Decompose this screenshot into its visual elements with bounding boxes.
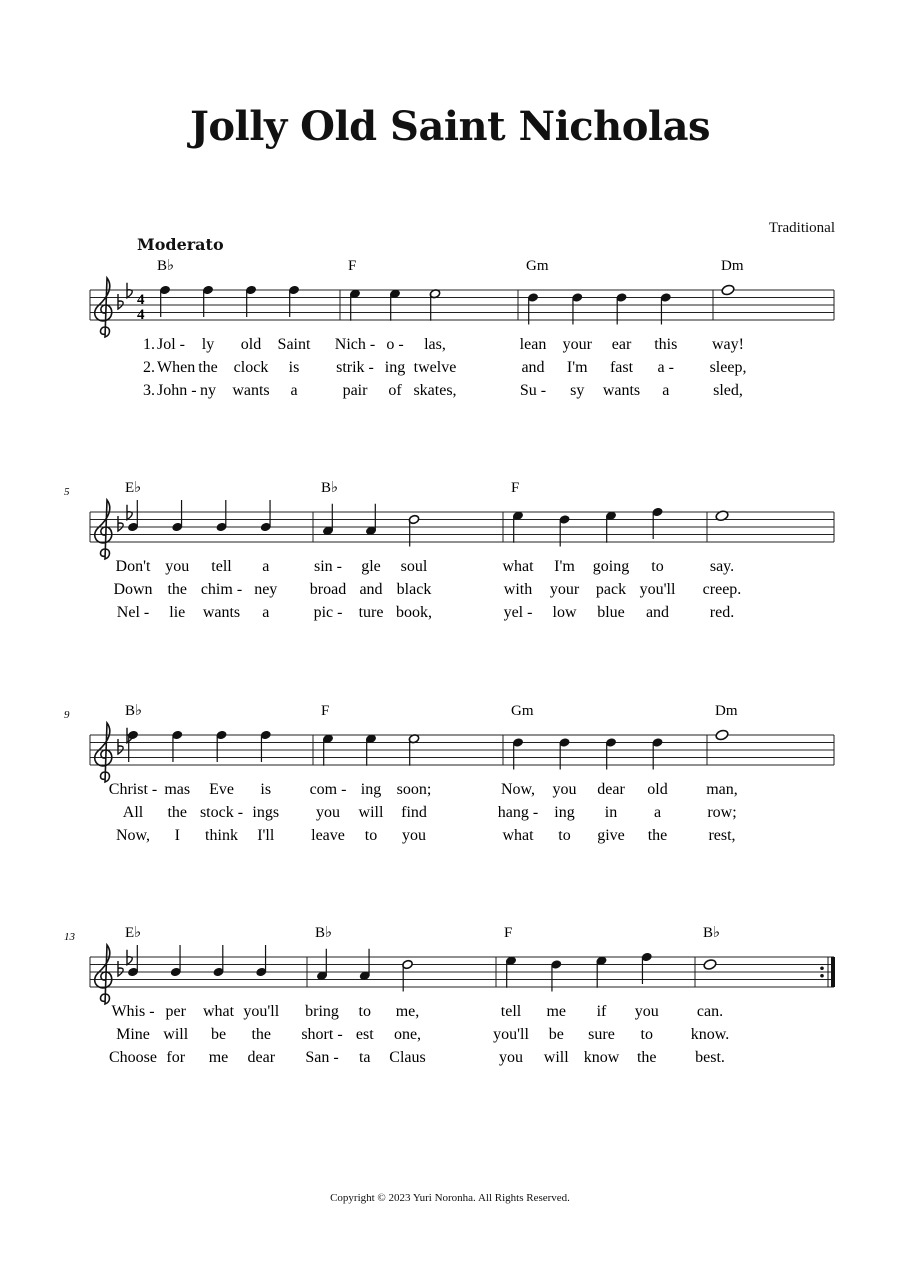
lyric-syllable: Down — [113, 581, 153, 598]
lyric-syllable: soul — [400, 558, 428, 575]
lyric-line — [109, 1049, 725, 1066]
lyric-syllable: lean — [519, 336, 547, 353]
song-title: Jolly Old Saint Nicholas — [189, 103, 711, 150]
note — [127, 500, 138, 532]
lyric-line — [116, 558, 735, 575]
lyric-syllable: Choose — [109, 1049, 157, 1066]
lyric-syllable: give — [597, 827, 625, 844]
chord-symbol: Dm — [721, 258, 744, 274]
copyright-notice: Copyright © 2023 Yuri Noronha. All Rights Reserved. — [330, 1192, 570, 1204]
lyric-syllable: ly — [201, 336, 215, 353]
lyric-syllable: las, — [424, 336, 446, 353]
lyric-syllable: old — [647, 781, 668, 798]
staff-system — [90, 258, 834, 399]
lyric-syllable: Claus — [389, 1049, 426, 1066]
treble-clef-icon — [95, 723, 112, 782]
lyric-syllable: you'll — [243, 1003, 280, 1020]
lyric-syllable: sleep, — [709, 359, 747, 376]
note — [721, 284, 735, 296]
lyric-syllable: you'll — [639, 581, 676, 598]
chord-symbol: F — [348, 258, 357, 274]
lyric-line — [143, 359, 746, 376]
lyric-line — [117, 604, 734, 621]
lyric-line — [113, 581, 741, 598]
lyric-syllable: black — [396, 581, 432, 598]
lyric-syllable: what — [502, 558, 534, 575]
lyric-syllable: old — [240, 336, 262, 353]
lyric-syllable: I — [174, 827, 180, 844]
lyric-syllable: San - — [305, 1049, 339, 1066]
lyric-syllable: you — [634, 1003, 659, 1020]
chord-symbol: F — [321, 703, 330, 719]
lyric-syllable: sled, — [713, 382, 743, 399]
chord-symbol: B♭ — [125, 703, 143, 719]
lyric-syllable: Jol - — [157, 336, 185, 353]
lyric-syllable: com - — [309, 781, 347, 798]
lyric-syllable: will — [543, 1049, 569, 1066]
note — [703, 959, 717, 971]
lyric-syllable: Mine — [116, 1026, 150, 1043]
lyric-syllable: for — [166, 1049, 186, 1066]
lyric-syllable: a — [262, 558, 270, 575]
lyric-line — [116, 1026, 729, 1043]
lyric-syllable: and — [359, 581, 383, 598]
lyric-syllable: sin - — [314, 558, 342, 575]
lyric-syllable: your — [562, 336, 592, 353]
lyric-syllable: I'm — [566, 359, 588, 376]
lyric-syllable: with — [503, 581, 533, 598]
lyric-syllable: Nel - — [116, 604, 150, 621]
lyric-syllable: fast — [609, 359, 634, 376]
flat-icon — [118, 516, 123, 531]
lyric-syllable: soon; — [396, 781, 432, 798]
lyric-syllable: me — [208, 1049, 229, 1066]
verse-number: 2. — [143, 359, 155, 376]
treble-clef-icon — [95, 945, 112, 1004]
lyric-syllable: wants — [602, 382, 641, 399]
lyric-syllable: me — [546, 1003, 567, 1020]
lyric-syllable: o - — [386, 336, 404, 353]
composer-credit: Traditional — [768, 220, 835, 236]
lyric-syllable: a — [290, 382, 298, 399]
flat-icon — [127, 950, 132, 965]
measure-number: 5 — [64, 486, 70, 498]
lyric-syllable: pack — [595, 581, 627, 598]
lyric-syllable: will — [358, 804, 384, 821]
lyric-syllable: best. — [695, 1049, 725, 1066]
lyric-syllable: the — [198, 359, 218, 376]
lyric-syllable: I'll — [257, 827, 275, 844]
lyric-syllable: one, — [393, 1026, 422, 1043]
lyric-syllable: row; — [707, 804, 737, 821]
note — [170, 945, 181, 977]
chord-symbol: B♭ — [157, 258, 175, 274]
lyric-syllable: rest, — [708, 827, 736, 844]
lyric-syllable: is — [260, 781, 272, 798]
lyric-syllable: creep. — [702, 581, 742, 598]
lyric-syllable: a - — [657, 359, 674, 376]
chord-symbol: Gm — [526, 258, 549, 274]
lyric-syllable: man, — [706, 781, 738, 798]
lyric-syllable: twelve — [413, 359, 457, 376]
lyric-syllable: know. — [690, 1026, 730, 1043]
lyric-syllable: to — [651, 558, 664, 575]
lyric-syllable: tell — [211, 558, 232, 575]
lyric-syllable: est — [355, 1026, 374, 1043]
lyric-syllable: wants — [202, 604, 241, 621]
lyric-syllable: mas — [164, 781, 191, 798]
chord-symbol: B♭ — [315, 925, 333, 941]
lyric-syllable: yel - — [503, 604, 533, 621]
chord-symbol: Dm — [715, 703, 738, 719]
lyric-syllable: Whis - — [111, 1003, 155, 1020]
chord-symbol: Gm — [511, 703, 534, 719]
lyric-syllable: ney — [254, 581, 278, 598]
lyric-syllable: in — [604, 804, 618, 821]
lyric-syllable: way! — [712, 336, 744, 353]
note — [127, 945, 138, 977]
lyric-syllable: you'll — [493, 1026, 529, 1043]
note — [260, 500, 271, 532]
lyric-syllable: ear — [611, 336, 632, 353]
lyric-syllable: stock - — [199, 804, 244, 821]
svg-text:4: 4 — [137, 307, 145, 323]
lyric-syllable: per — [165, 1003, 186, 1020]
lyric-line — [143, 382, 743, 399]
lyric-line — [109, 781, 738, 798]
lyric-syllable: tell — [500, 1003, 522, 1020]
lyric-syllable: John - — [157, 382, 197, 399]
lyric-syllable: what — [502, 827, 534, 844]
chord-symbol: F — [504, 925, 513, 941]
lyric-syllable: know — [583, 1049, 620, 1066]
flat-icon — [118, 961, 123, 976]
lyric-syllable: to — [358, 1003, 371, 1020]
lyric-syllable: Nich - — [334, 336, 376, 353]
lyric-syllable: to — [364, 827, 378, 844]
lyric-syllable: hang - — [497, 804, 539, 821]
lyric-syllable: you — [402, 827, 426, 844]
lyric-syllable: ta — [358, 1049, 371, 1066]
lyric-syllable: Saint — [277, 336, 311, 353]
staff-system — [64, 925, 835, 1066]
chord-symbol: E♭ — [125, 480, 142, 496]
lyric-syllable: your — [549, 581, 580, 598]
lyric-syllable: ing — [360, 781, 382, 798]
measure-number: 9 — [64, 709, 70, 721]
lyric-syllable: is — [288, 359, 300, 376]
lyric-syllable: ing — [384, 359, 406, 376]
lyric-syllable: sure — [588, 1026, 615, 1043]
lyric-syllable: to — [558, 827, 571, 844]
lyric-syllable: clock — [233, 359, 269, 376]
verse-number: 1. — [143, 336, 155, 353]
lyric-syllable: to — [640, 1026, 653, 1043]
lyric-syllable: ing — [554, 804, 575, 821]
lyric-syllable: and — [645, 604, 670, 621]
note — [172, 500, 183, 532]
lyric-syllable: you — [316, 804, 340, 821]
lyric-syllable: I'm — [554, 558, 575, 575]
lyric-syllable: strik - — [336, 359, 374, 376]
lyric-syllable: think — [205, 827, 238, 844]
lyric-line — [123, 804, 737, 821]
chord-symbol: B♭ — [321, 480, 339, 496]
tempo-marking: Moderato — [137, 235, 224, 254]
lyric-syllable: this — [654, 336, 678, 353]
lyric-syllable: dear — [597, 781, 625, 798]
lyric-syllable: gle — [361, 558, 381, 575]
lyric-line — [143, 336, 744, 353]
flat-icon — [118, 294, 123, 309]
lyric-syllable: will — [163, 1026, 189, 1043]
flat-icon — [127, 283, 132, 298]
staff-system — [64, 480, 834, 621]
treble-clef-icon — [95, 278, 112, 337]
note — [715, 729, 729, 741]
lyric-syllable: leave — [311, 827, 345, 844]
lyric-syllable: chim - — [200, 581, 243, 598]
lyric-syllable: pair — [342, 382, 368, 399]
lyric-syllable: a — [662, 382, 670, 399]
lyric-syllable: Eve — [209, 781, 234, 798]
lyric-syllable: Su - — [519, 382, 547, 399]
lyric-syllable: When — [157, 359, 196, 376]
lyric-syllable: wants — [232, 382, 270, 399]
lyric-syllable: the — [167, 581, 188, 598]
lyric-syllable: dear — [247, 1049, 276, 1066]
lyric-syllable: the — [636, 1049, 657, 1066]
lyric-syllable: All — [122, 804, 144, 821]
lyric-syllable: be — [548, 1026, 564, 1043]
chord-symbol: B♭ — [703, 925, 721, 941]
lyric-syllable: you — [165, 558, 190, 575]
treble-clef-icon — [95, 500, 112, 559]
lyric-syllable: find — [401, 804, 427, 821]
lyric-syllable: say. — [709, 558, 735, 575]
lyric-syllable: going — [592, 558, 630, 575]
lyric-syllable: Christ - — [108, 781, 158, 798]
lyric-syllable: Don't — [115, 558, 151, 575]
lyric-syllable: be — [210, 1026, 227, 1043]
chord-symbol: E♭ — [125, 925, 142, 941]
lyric-syllable: broad — [309, 581, 347, 598]
lyric-syllable: sy — [570, 382, 585, 399]
lyric-line — [111, 1003, 723, 1020]
flat-icon — [118, 739, 123, 754]
lyric-syllable: bring — [305, 1003, 339, 1020]
lyric-line — [116, 827, 736, 844]
lyric-syllable: a — [262, 604, 270, 621]
note — [213, 945, 224, 977]
lyric-syllable: skates, — [413, 382, 457, 399]
staff-system — [64, 703, 834, 844]
lyric-syllable: of — [388, 382, 402, 399]
lyric-syllable: red. — [709, 604, 735, 621]
lyric-syllable: me, — [395, 1003, 420, 1020]
lyric-syllable: ings — [252, 804, 280, 821]
lyric-syllable: if — [596, 1003, 607, 1020]
flat-icon — [127, 505, 132, 520]
lyric-syllable: a — [653, 804, 662, 821]
lyric-syllable: you — [552, 781, 577, 798]
note — [216, 500, 227, 532]
lyric-syllable: Now, — [500, 781, 536, 798]
lyric-syllable: ture — [358, 604, 384, 621]
measure-number: 13 — [64, 931, 75, 943]
lyric-syllable: what — [202, 1003, 235, 1020]
lyric-syllable: the — [647, 827, 668, 844]
lyric-syllable: and — [521, 359, 545, 376]
svg-text:4: 4 — [137, 292, 145, 308]
lyric-syllable: can. — [696, 1003, 724, 1020]
chord-symbol: F — [511, 480, 520, 496]
lyric-syllable: ny — [200, 382, 216, 399]
lyric-syllable: low — [552, 604, 577, 621]
note — [256, 945, 267, 977]
time-signature — [137, 292, 145, 323]
lyric-syllable: you — [499, 1049, 523, 1066]
verse-number: 3. — [143, 382, 155, 399]
lyric-syllable: short - — [301, 1026, 343, 1043]
lyric-syllable: blue — [597, 604, 625, 621]
lyric-syllable: the — [167, 804, 188, 821]
lyric-syllable: Now, — [115, 827, 151, 844]
lyric-syllable: the — [251, 1026, 272, 1043]
lyric-syllable: book, — [396, 604, 432, 621]
lyric-syllable: lie — [169, 604, 186, 621]
lyric-syllable: pic - — [313, 604, 343, 621]
